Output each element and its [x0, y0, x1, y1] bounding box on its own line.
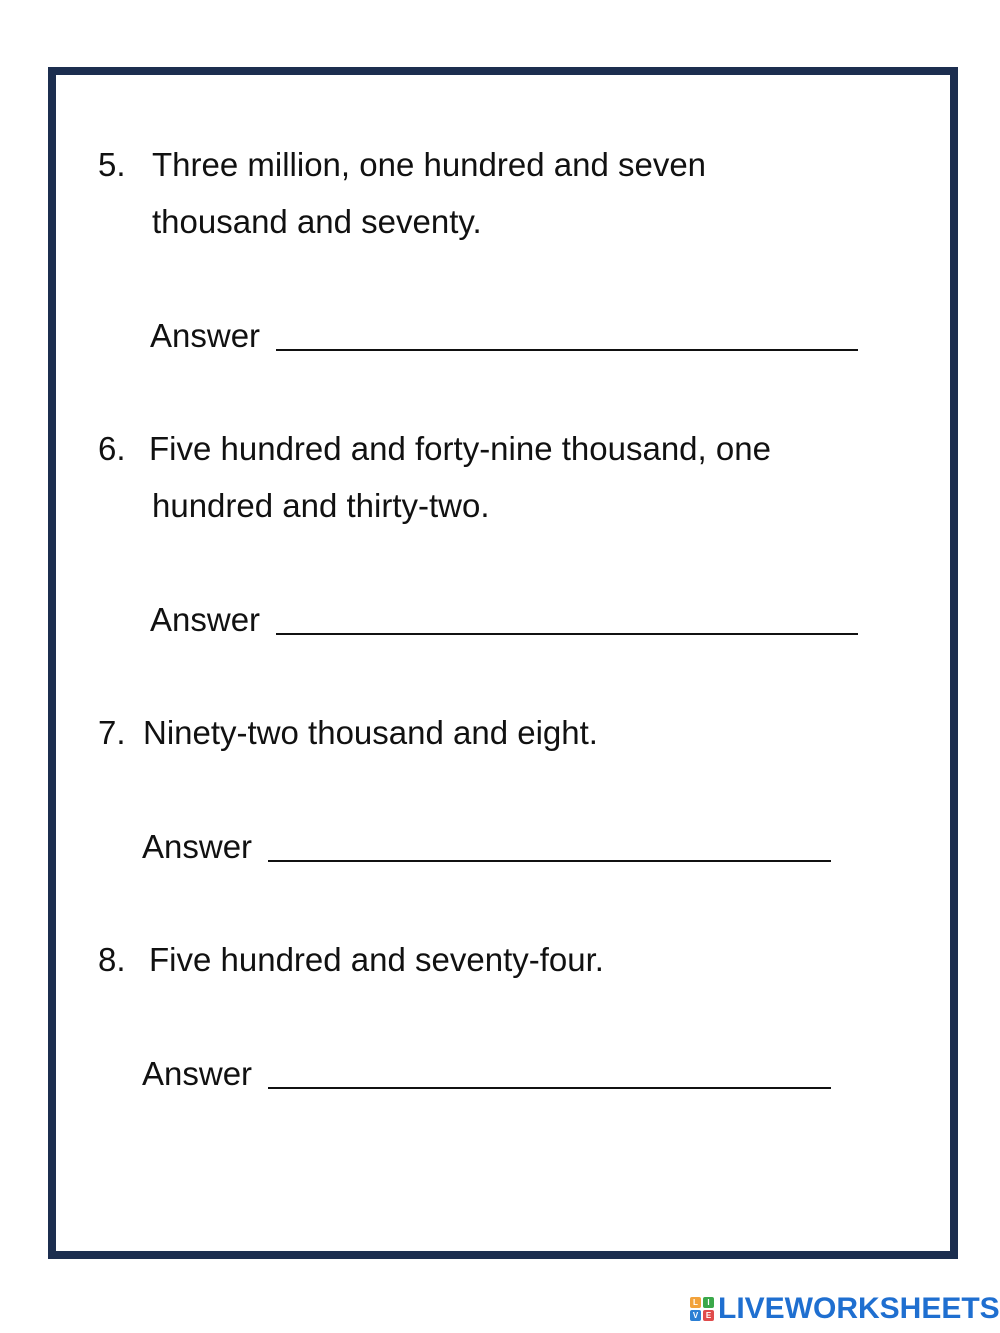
- question-8-text: Five hundred and seventy-four.: [149, 941, 604, 978]
- answer-7-label: Answer: [142, 828, 253, 865]
- question-7-number: 7.: [98, 714, 126, 751]
- answer-7-input[interactable]: [268, 860, 831, 862]
- question-6-number: 6.: [98, 430, 126, 467]
- question-6-text: Five hundred and forty-nine thousand, one: [149, 430, 771, 467]
- answer-8-input[interactable]: [268, 1087, 831, 1089]
- logo-letter-l: L: [690, 1297, 701, 1308]
- answer-5-label: Answer: [150, 317, 261, 354]
- answer-6-label: Answer: [150, 601, 261, 638]
- logo-grid-icon: [690, 1297, 714, 1321]
- question-5-number: 5.: [98, 146, 126, 183]
- answer-6-input[interactable]: [276, 633, 858, 635]
- answer-8-label: Answer: [142, 1055, 253, 1092]
- question-5-text-cont: thousand and seventy.: [152, 203, 482, 240]
- logo-text: LIVEWORKSHEETS: [718, 1292, 1000, 1325]
- answer-5-input[interactable]: [276, 349, 858, 351]
- logo-letter-v: V: [690, 1310, 701, 1321]
- logo-letter-e: E: [703, 1310, 714, 1321]
- liveworksheets-logo: [690, 1292, 1000, 1326]
- question-5-text: Three million, one hundred and seven: [152, 146, 707, 183]
- question-7-text: Ninety-two thousand and eight.: [143, 714, 598, 751]
- logo-letter-i: I: [703, 1297, 714, 1308]
- question-6-text-cont: hundred and thirty-two.: [152, 487, 490, 524]
- question-8-number: 8.: [98, 941, 126, 978]
